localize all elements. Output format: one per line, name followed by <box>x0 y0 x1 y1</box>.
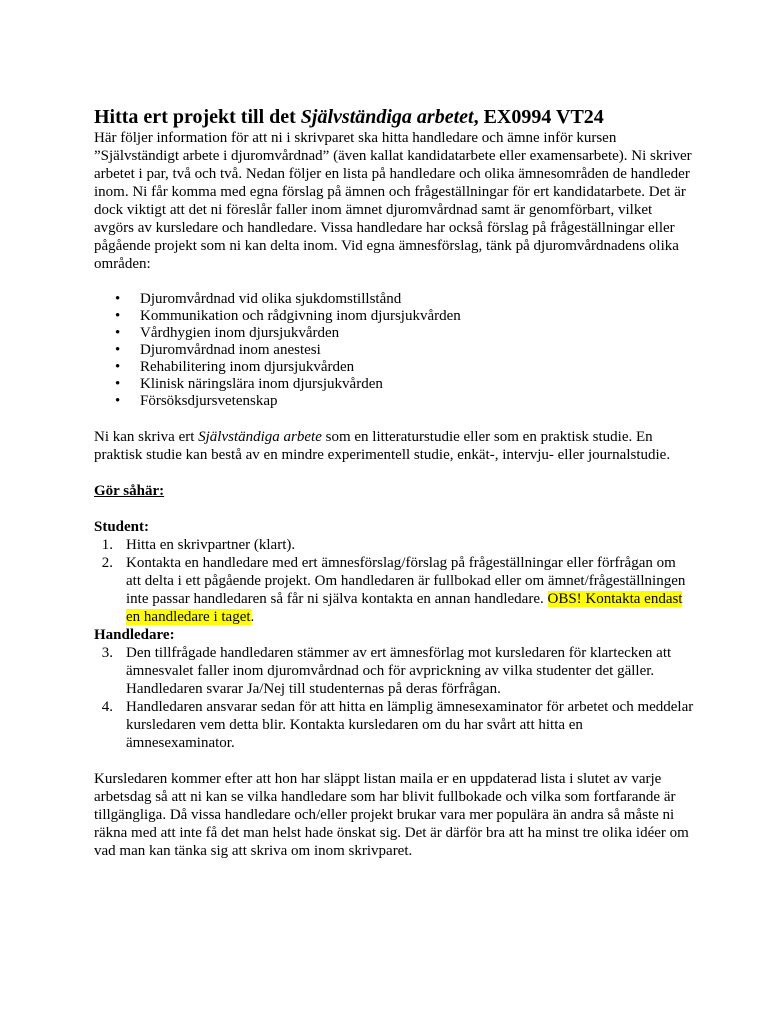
step-number: 1. <box>101 537 113 553</box>
step-number: 2. <box>101 555 113 571</box>
document-page <box>94 105 694 860</box>
spacer <box>94 464 694 482</box>
spacer <box>94 273 694 291</box>
highlighted-note: OBS! Kontakta endast en handledare i taget <box>126 591 683 625</box>
step-text: Handledaren ansvarar sedan för att hitta en lämplig ämnesexaminator för arbetet och meddelar kursledaren vem detta blir. Kontakta kursledaren om du har svårt att hitta en ämnesexaminator. <box>126 699 694 751</box>
title-italic: Självständiga arbetet <box>300 106 474 128</box>
study-text-before: Ni kan skriva ert <box>94 429 199 445</box>
spacer <box>94 752 694 770</box>
list-item <box>94 376 694 393</box>
step-number: 3. <box>101 645 113 661</box>
title-suffix: , EX0994 VT24 <box>473 106 604 128</box>
student-heading: Student: <box>94 519 150 535</box>
list-item-text: Vårdhygien inom djursjukvården <box>140 325 340 341</box>
bullet-icon: • <box>115 291 121 307</box>
step-text-end: . <box>250 609 255 625</box>
closing-paragraph: Kursledaren kommer efter att hon har släppt listan maila er en uppdaterad lista i slutet av varje arbetsdag så att ni kan se vilka handledare som har blivit fullbokade och vilka som fortfarande är tillgängliga. Då vissa handledare och/eller projekt brukar vara mer populära än andra så måste ni räkna med att inte få det man helst hade önskat sig. Det är därför bra att ha minst tre olika idéer om vad man kan tänka sig att skriva om inom skrivparet. <box>94 771 689 859</box>
study-type-paragraph <box>94 428 694 464</box>
step-text: Kontakta en handledare med ert ämnesförslag/förslag på frågeställningar eller förfrågan om att delta i ett pågående projekt. Om handledaren är fullbokad eller om ämnet/frågeställningen inte passar handledaren så får ni själva kontakta en annan handledare. <box>126 555 686 607</box>
list-item-text: Försöksdjursvetenskap <box>140 393 278 409</box>
spacer <box>94 410 694 428</box>
step-item <box>94 554 694 626</box>
title-prefix: Hitta ert projekt till det <box>94 106 301 128</box>
study-text-after: som en litteraturstudie eller som en praktisk studie. En praktisk studie kan bestå av en mindre experimentell studie, enkät-, intervju- eller journalstudie. <box>94 429 671 463</box>
supervisor-steps <box>94 644 694 752</box>
list-item-text: Kommunikation och rådgivning inom djursjukvården <box>140 308 461 324</box>
how-to-heading: Gör såhär: <box>94 483 165 499</box>
page-title <box>94 105 694 129</box>
bullet-icon: • <box>115 325 121 341</box>
supervisor-heading: Handledare: <box>94 627 175 643</box>
step-item <box>94 644 694 698</box>
spacer <box>94 500 694 518</box>
list-item <box>94 393 694 410</box>
list-item <box>94 325 694 342</box>
list-item <box>94 291 694 308</box>
step-text: Hitta en skrivpartner (klart). <box>126 537 296 553</box>
bullet-icon: • <box>115 359 121 375</box>
bullet-icon: • <box>115 393 121 409</box>
step-item <box>94 698 694 752</box>
list-item-text: Rehabilitering inom djursjukvården <box>140 359 355 375</box>
step-number: 4. <box>101 699 113 715</box>
study-text-italic: Självständiga arbete <box>198 429 322 445</box>
list-item <box>94 308 694 325</box>
bullet-icon: • <box>115 342 121 358</box>
bullet-icon: • <box>115 376 121 392</box>
list-item-text: Klinisk näringslära inom djursjukvården <box>140 376 383 392</box>
list-item <box>94 342 694 359</box>
bullet-icon: • <box>115 308 121 324</box>
list-item-text: Djuromvårdnad inom anestesi <box>140 342 321 358</box>
topic-list <box>94 291 694 410</box>
list-item <box>94 359 694 376</box>
step-text: Den tillfrågade handledaren stämmer av ert ämnesförlag mot kursledaren för klartecken att ämnesvalet faller inom djuromvårdnad och för avprickning av vilka studenter det gäller. Handledaren svarar Ja/Nej till studenternas på deras förfrågan. <box>126 645 672 697</box>
intro-paragraph: Här följer information för att ni i skrivparet ska hitta handledare och ämne inför kursen ”Självständigt arbete i djuromvårdnad” (även kallat kandidatarbete eller examensarbete). Ni skriver arbetet i par, två och två. Nedan följer en lista på handledare och olika ämnesområden de handleder inom. Ni får komma med egna förslag på ämnen och frågeställningar för ert kandidatarbete. Det är dock viktigt att det ni föreslår faller inom ämnet djuromvårdnad samt är genomförbart, vilket avgörs av kursledare och handledare. Vissa handledare har också förslag på frågeställningar eller pågående projekt som ni kan delta inom. Vid egna ämnesförslag, tänk på djuromvårdnadens olika områden: <box>94 130 692 272</box>
list-item-text: Djuromvårdnad vid olika sjukdomstillstånd <box>140 291 402 307</box>
step-item <box>94 536 694 554</box>
student-steps <box>94 536 694 626</box>
